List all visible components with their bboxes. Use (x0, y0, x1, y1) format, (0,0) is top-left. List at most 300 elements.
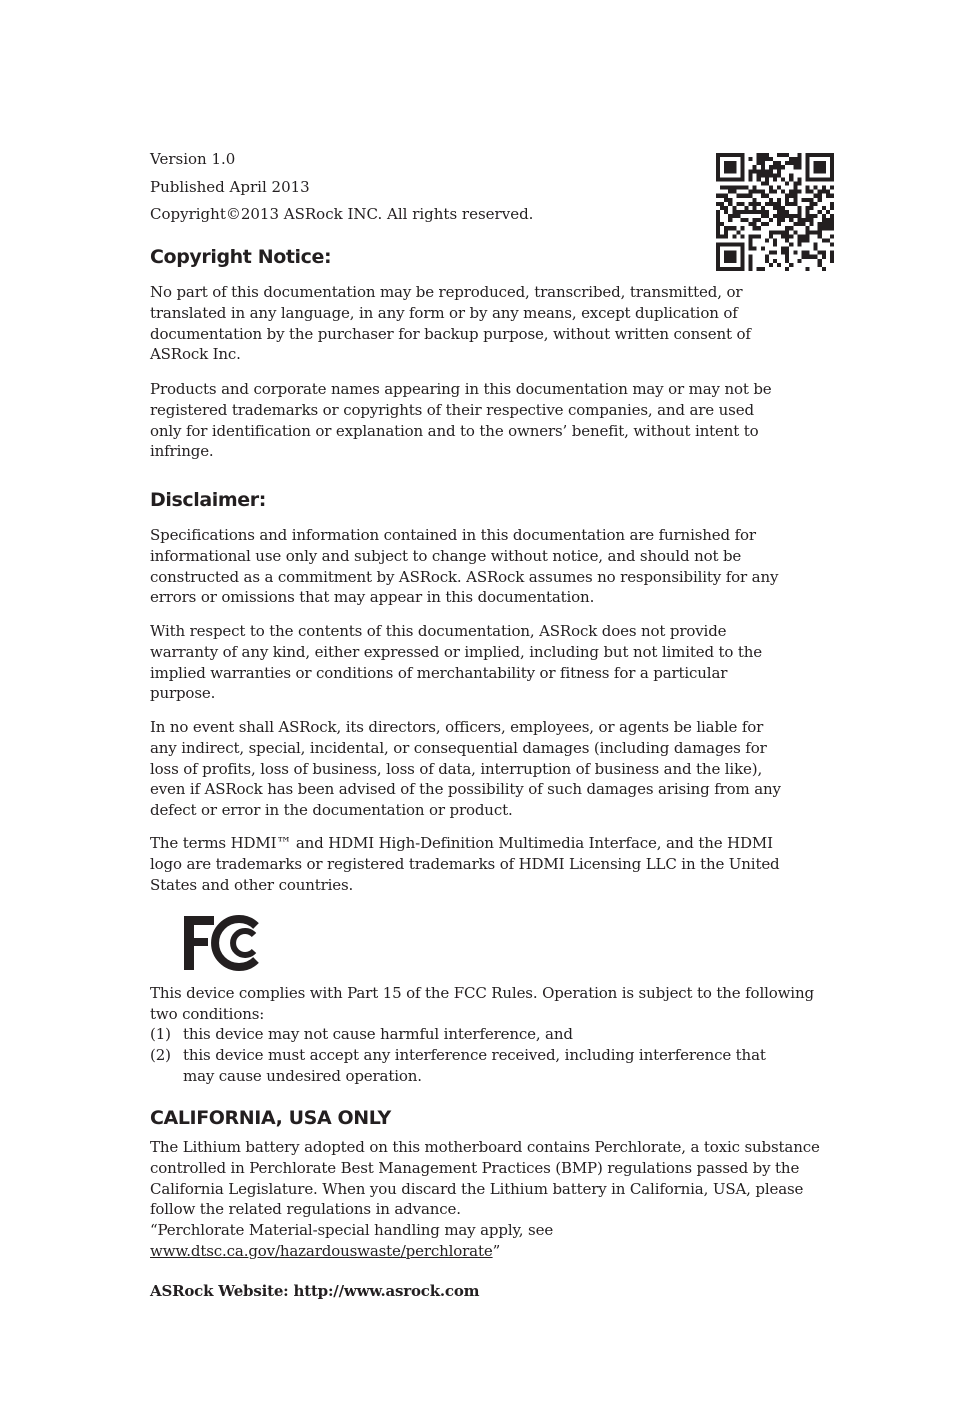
qr-module (753, 247, 757, 251)
perchlorate-quote (150, 1220, 830, 1262)
qr-module (789, 243, 793, 247)
qr-code-icon (716, 153, 834, 271)
qr-module (785, 251, 789, 255)
qr-module (749, 190, 753, 194)
qr-module (716, 177, 720, 181)
qr-module (728, 165, 732, 169)
qr-module (797, 161, 801, 165)
qr-module (806, 157, 810, 161)
qr-module (720, 234, 724, 238)
qr-module (720, 186, 724, 190)
qr-module (818, 165, 822, 169)
qr-module (822, 255, 826, 259)
qr-module (716, 251, 720, 255)
qr-module (740, 247, 744, 251)
qr-module (810, 202, 814, 206)
qr-module (728, 218, 732, 222)
qr-module (736, 194, 740, 198)
copyright-line: Copyright©2013 ASRock INC. All rights reserved. (150, 205, 534, 223)
qr-module (740, 153, 744, 157)
qr-module (814, 202, 818, 206)
qr-module (822, 251, 826, 255)
qr-module (785, 230, 789, 234)
qr-module (757, 153, 761, 157)
qr-module (765, 153, 769, 157)
qr-module (732, 255, 736, 259)
qr-module (814, 214, 818, 218)
fcc-intro: This device complies with Part 15 of the FCC Rules. Operation is subject to the following two conditions: (150, 984, 814, 1023)
qr-module (716, 210, 720, 214)
qr-module (757, 202, 761, 206)
qr-module (814, 230, 818, 234)
qr-module (793, 214, 797, 218)
qr-module (789, 194, 793, 198)
qr-module (797, 234, 801, 238)
qr-module (740, 263, 744, 267)
qr-module (830, 218, 834, 222)
qr-module (785, 181, 789, 185)
qr-module (740, 267, 744, 271)
qr-module (749, 169, 753, 173)
qr-module (757, 173, 761, 177)
disclaimer-heading: Disclaimer: (150, 489, 266, 511)
qr-module (765, 202, 769, 206)
qr-module (789, 190, 793, 194)
qr-module (736, 214, 740, 218)
qr-module (728, 267, 732, 271)
qr-module (749, 194, 753, 198)
qr-module (830, 251, 834, 255)
qr-module (801, 218, 805, 222)
qr-module (732, 186, 736, 190)
qr-module (728, 161, 732, 165)
qr-module (830, 173, 834, 177)
qr-module (822, 190, 826, 194)
qr-module (830, 214, 834, 218)
qr-module (818, 190, 822, 194)
qr-module (740, 165, 744, 169)
qr-module (736, 267, 740, 271)
qr-module (806, 186, 810, 190)
qr-module (753, 206, 757, 210)
qr-module (753, 202, 757, 206)
qr-module (757, 169, 761, 173)
qr-module (830, 157, 834, 161)
qr-module (736, 230, 740, 234)
qr-module (822, 214, 826, 218)
qr-module (785, 238, 789, 242)
qr-module (773, 161, 777, 165)
qr-module (724, 210, 728, 214)
qr-module (732, 226, 736, 230)
qr-module (740, 234, 744, 238)
qr-module (801, 255, 805, 259)
qr-module (753, 165, 757, 169)
qr-module (777, 186, 781, 190)
qr-module (732, 161, 736, 165)
qr-module (781, 247, 785, 251)
qr-module (818, 153, 822, 157)
qr-module (818, 222, 822, 226)
qr-module (736, 210, 740, 214)
qr-module (822, 177, 826, 181)
qr-module (826, 222, 830, 226)
qr-module (797, 259, 801, 263)
qr-module (777, 206, 781, 210)
qr-module (781, 218, 785, 222)
qr-module (761, 169, 765, 173)
qr-module (757, 190, 761, 194)
qr-module (818, 263, 822, 267)
qr-module (769, 198, 773, 202)
qr-module (826, 210, 830, 214)
qr-module (818, 210, 822, 214)
qr-module (744, 186, 748, 190)
qr-module (732, 177, 736, 181)
qr-module (797, 190, 801, 194)
qr-module (724, 194, 728, 198)
qr-module (769, 234, 773, 238)
qr-module (757, 210, 761, 214)
qr-module (753, 222, 757, 226)
qr-module (785, 214, 789, 218)
qr-module (826, 177, 830, 181)
qr-module (769, 190, 773, 194)
qr-module (793, 190, 797, 194)
qr-module (728, 186, 732, 190)
qr-module (769, 169, 773, 173)
qr-module (793, 161, 797, 165)
qr-module (806, 238, 810, 242)
list-item (150, 1024, 790, 1045)
qr-module (716, 194, 720, 198)
qr-module (822, 267, 826, 271)
qr-module (724, 153, 728, 157)
qr-module (806, 251, 810, 255)
qr-module (810, 206, 814, 210)
qr-module (728, 243, 732, 247)
qr-module (797, 177, 801, 181)
qr-module (801, 222, 805, 226)
qr-module (753, 198, 757, 202)
qr-module (818, 161, 822, 165)
qr-module (761, 157, 765, 161)
qr-module (749, 259, 753, 263)
qr-module (732, 206, 736, 210)
quote-prefix: “Perchlorate Material-special handling may apply, see (150, 1221, 554, 1239)
qr-module (830, 177, 834, 181)
qr-module (806, 169, 810, 173)
qr-module (777, 165, 781, 169)
qr-module (785, 202, 789, 206)
qr-module (773, 202, 777, 206)
qr-module (716, 214, 720, 218)
qr-module (744, 194, 748, 198)
published-date: Published April 2013 (150, 177, 310, 196)
qr-module (810, 230, 814, 234)
qr-module (822, 165, 826, 169)
qr-module (728, 153, 732, 157)
qr-module (765, 255, 769, 259)
qr-module (785, 255, 789, 259)
qr-module (818, 194, 822, 198)
qr-module (716, 218, 720, 222)
qr-module (785, 153, 789, 157)
qr-module (797, 181, 801, 185)
qr-module (724, 198, 728, 202)
qr-module (777, 173, 781, 177)
qr-module (810, 222, 814, 226)
qr-module (822, 186, 826, 190)
qr-module (818, 226, 822, 230)
qr-module (724, 230, 728, 234)
qr-module (777, 210, 781, 214)
qr-module (740, 226, 744, 230)
qr-module (753, 218, 757, 222)
qr-module (793, 202, 797, 206)
qr-module (761, 181, 765, 185)
qr-module (773, 243, 777, 247)
qr-module (740, 173, 744, 177)
qr-module (785, 247, 789, 251)
qr-module (749, 222, 753, 226)
qr-module (793, 198, 797, 202)
qr-module (732, 165, 736, 169)
qr-module (724, 255, 728, 259)
qr-module (716, 226, 720, 230)
qr-module (773, 190, 777, 194)
qr-module (830, 226, 834, 230)
qr-module (830, 243, 834, 247)
qr-module (806, 198, 810, 202)
qr-module (806, 206, 810, 210)
qr-module (765, 173, 769, 177)
copyright-notice-heading: Copyright Notice: (150, 246, 332, 268)
qr-module (728, 251, 732, 255)
qr-module (716, 157, 720, 161)
qr-module (810, 198, 814, 202)
qr-module (761, 161, 765, 165)
qr-module (789, 218, 793, 222)
qr-module (801, 238, 805, 242)
qr-module (728, 202, 732, 206)
qr-module (797, 218, 801, 222)
qr-module (761, 222, 765, 226)
qr-module (781, 234, 785, 238)
asrock-website: ASRock Website: http://www.asrock.com (150, 1282, 480, 1300)
qr-module (814, 247, 818, 251)
qr-module (716, 222, 720, 226)
qr-module (744, 218, 748, 222)
qr-module (818, 251, 822, 255)
qr-module (806, 255, 810, 259)
qr-module (830, 259, 834, 263)
qr-module (797, 206, 801, 210)
qr-module (769, 218, 773, 222)
qr-module (740, 202, 744, 206)
qr-module (769, 173, 773, 177)
qr-module (761, 210, 765, 214)
qr-module (789, 161, 793, 165)
qr-module (822, 206, 826, 210)
qr-module (757, 161, 761, 165)
qr-module (777, 202, 781, 206)
qr-module (781, 214, 785, 218)
qr-module (806, 177, 810, 181)
qr-module (716, 202, 720, 206)
qr-module (793, 186, 797, 190)
qr-module (769, 202, 773, 206)
qr-module (728, 214, 732, 218)
qr-module (736, 153, 740, 157)
fcc-logo-icon (184, 914, 264, 972)
qr-module (830, 255, 834, 259)
qr-module (806, 234, 810, 238)
qr-module (720, 194, 724, 198)
qr-module (720, 153, 724, 157)
qr-module (793, 181, 797, 185)
qr-module (724, 169, 728, 173)
qr-module (749, 173, 753, 177)
qr-module (765, 259, 769, 263)
california-heading: CALIFORNIA, USA ONLY (150, 1107, 391, 1129)
qr-module (716, 234, 720, 238)
qr-module (716, 173, 720, 177)
qr-module (728, 259, 732, 263)
qr-module (757, 226, 761, 230)
qr-module (822, 153, 826, 157)
qr-module (777, 218, 781, 222)
qr-module (777, 214, 781, 218)
qr-module (732, 234, 736, 238)
qr-module (728, 226, 732, 230)
qr-module (724, 206, 728, 210)
qr-module (826, 190, 830, 194)
qr-module (810, 190, 814, 194)
qr-module (720, 177, 724, 181)
disclaimer-paragraph-4: The terms HDMI™ and HDMI High-Definition Multimedia Interface, and the HDMI logo are trademarks or registered trademarks of HDMI Licensing LLC in the United States and other countries. (150, 834, 780, 894)
quote-suffix: ” (492, 1241, 501, 1260)
qr-module (806, 161, 810, 165)
qr-module (814, 243, 818, 247)
condition-number: (1) (150, 1025, 171, 1043)
qr-module (753, 234, 757, 238)
qr-module (785, 210, 789, 214)
qr-module (765, 214, 769, 218)
qr-module (814, 165, 818, 169)
qr-module (736, 243, 740, 247)
qr-module (724, 259, 728, 263)
qr-module (765, 210, 769, 214)
qr-module (830, 165, 834, 169)
qr-module (797, 153, 801, 157)
qr-module (744, 210, 748, 214)
qr-module (830, 153, 834, 157)
qr-module (789, 214, 793, 218)
qr-module (781, 206, 785, 210)
qr-module (789, 202, 793, 206)
qr-module (773, 238, 777, 242)
qr-module (773, 206, 777, 210)
qr-module (814, 186, 818, 190)
qr-module (761, 173, 765, 177)
qr-module (749, 255, 753, 259)
qr-module (785, 194, 789, 198)
qr-module (732, 169, 736, 173)
qr-module (806, 190, 810, 194)
qr-module (728, 255, 732, 259)
qr-module (781, 177, 785, 181)
qr-module (793, 157, 797, 161)
qr-module (830, 202, 834, 206)
qr-module (757, 218, 761, 222)
qr-module (740, 169, 744, 173)
qr-module (740, 255, 744, 259)
qr-module (724, 177, 728, 181)
qr-module (716, 255, 720, 259)
qr-module (830, 206, 834, 210)
qr-module (814, 255, 818, 259)
qr-module (765, 181, 769, 185)
qr-module (789, 157, 793, 161)
qr-module (810, 177, 814, 181)
qr-module (720, 243, 724, 247)
qr-module (806, 267, 810, 271)
qr-module (720, 202, 724, 206)
qr-module (716, 165, 720, 169)
qr-module (757, 177, 761, 181)
qr-module (732, 190, 736, 194)
qr-module (785, 267, 789, 271)
qr-module (749, 243, 753, 247)
qr-module (740, 218, 744, 222)
qr-module (785, 161, 789, 165)
qr-module (777, 222, 781, 226)
qr-module (781, 210, 785, 214)
qr-module (749, 238, 753, 242)
qr-module (806, 153, 810, 157)
qr-module (773, 214, 777, 218)
qr-module (736, 177, 740, 181)
qr-module (781, 230, 785, 234)
qr-module (716, 247, 720, 251)
qr-module (826, 153, 830, 157)
qr-module (769, 230, 773, 234)
qr-module (732, 267, 736, 271)
dtsc-link[interactable]: www.dtsc.ca.gov/hazardouswaste/perchlorate (150, 1241, 493, 1260)
qr-module (814, 169, 818, 173)
qr-module (753, 210, 757, 214)
qr-module (736, 186, 740, 190)
qr-module (781, 153, 785, 157)
qr-module (806, 226, 810, 230)
qr-module (753, 190, 757, 194)
qr-module (773, 230, 777, 234)
qr-module (797, 238, 801, 242)
qr-module (818, 230, 822, 234)
qr-module (728, 198, 732, 202)
qr-module (716, 243, 720, 247)
qr-module (753, 169, 757, 173)
qr-module (769, 165, 773, 169)
qr-module (753, 186, 757, 190)
qr-module (789, 226, 793, 230)
qr-module (724, 165, 728, 169)
disclaimer-paragraph-3: In no event shall ASRock, its directors, officers, employees, or agents be liable for any indirect, special, incidental, or consequential damages (including damages for loss of profits, loss of business, loss of data, interruption of business and the like), even if ASRock has been advised of the possibility of such damages arising from any defect or error in the documentation or product. (150, 718, 781, 820)
qr-module (724, 234, 728, 238)
qr-module (744, 206, 748, 210)
qr-module (830, 161, 834, 165)
